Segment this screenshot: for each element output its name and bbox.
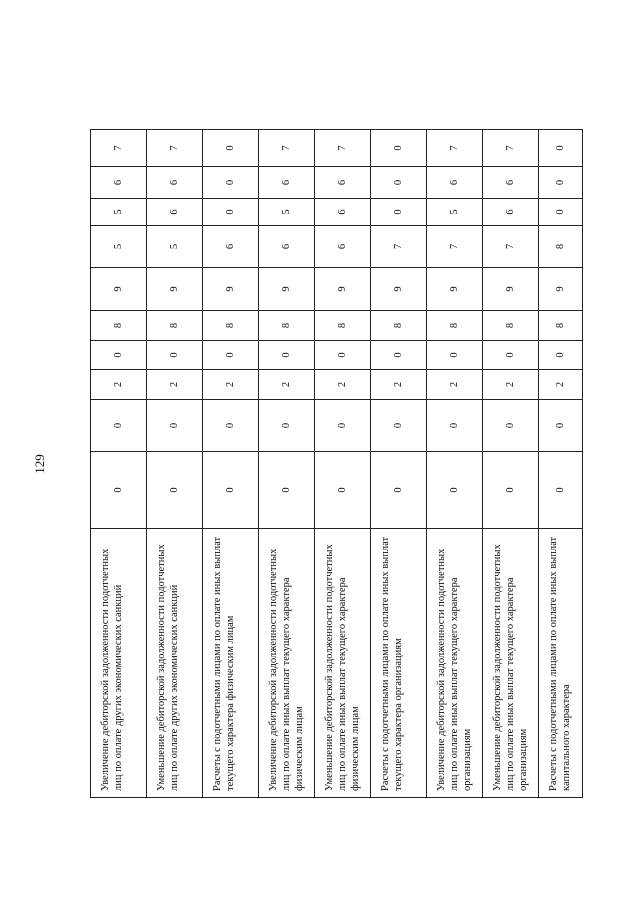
code-cell: 0 xyxy=(371,452,427,529)
code-cell: 0 xyxy=(315,400,371,452)
code-cell: 9 xyxy=(539,268,583,311)
table-row xyxy=(147,130,203,798)
code-cell: 5 xyxy=(427,199,483,226)
code-cell: 6 xyxy=(91,167,147,199)
code-cell: 2 xyxy=(539,370,583,400)
code-cell: 2 xyxy=(315,370,371,400)
code-cell: 9 xyxy=(427,268,483,311)
row-description: Расчеты с подотчетными лицами по оплате иных выплат текущего характера организациям xyxy=(371,529,427,798)
code-cell: 0 xyxy=(539,341,583,370)
row-description: Расчеты с подотчетными лицами по оплате иных выплат текущего характера физическим лицам xyxy=(203,529,259,798)
code-cell: 6 xyxy=(483,199,539,226)
code-cell: 6 xyxy=(147,199,203,226)
code-cell: 0 xyxy=(539,452,583,529)
code-cell: 6 xyxy=(259,167,315,199)
code-cell: 7 xyxy=(315,130,371,167)
code-cell: 6 xyxy=(203,226,259,268)
code-cell: 9 xyxy=(203,268,259,311)
code-cell: 2 xyxy=(483,370,539,400)
code-cell: 0 xyxy=(203,452,259,529)
code-cell: 2 xyxy=(259,370,315,400)
code-cell: 2 xyxy=(91,370,147,400)
table-row xyxy=(91,130,147,798)
code-cell: 8 xyxy=(259,311,315,341)
code-cell: 0 xyxy=(483,452,539,529)
code-cell: 0 xyxy=(91,400,147,452)
code-cell: 6 xyxy=(315,199,371,226)
code-cell: 0 xyxy=(483,400,539,452)
code-cell: 6 xyxy=(315,167,371,199)
code-cell: 2 xyxy=(427,370,483,400)
code-cell: 0 xyxy=(147,452,203,529)
code-cell: 8 xyxy=(539,226,583,268)
code-cell: 7 xyxy=(427,130,483,167)
code-cell: 6 xyxy=(147,167,203,199)
code-cell: 0 xyxy=(203,400,259,452)
code-cell: 9 xyxy=(91,268,147,311)
code-cell: 0 xyxy=(371,341,427,370)
code-cell: 0 xyxy=(371,400,427,452)
code-cell: 0 xyxy=(427,341,483,370)
row-description: Уменьшение дебиторской задолженности подотчетных лиц по оплате иных выплат текущего характера физическим лицам xyxy=(315,529,371,798)
code-cell: 6 xyxy=(259,226,315,268)
code-cell: 8 xyxy=(483,311,539,341)
page-number: 129 xyxy=(32,454,47,474)
code-cell: 5 xyxy=(259,199,315,226)
code-cell: 7 xyxy=(147,130,203,167)
code-cell: 0 xyxy=(371,167,427,199)
code-cell: 0 xyxy=(203,130,259,167)
account-codes-table xyxy=(90,129,583,798)
code-cell: 7 xyxy=(483,226,539,268)
code-cell: 0 xyxy=(539,400,583,452)
code-cell: 0 xyxy=(371,130,427,167)
code-cell: 2 xyxy=(371,370,427,400)
row-description: Увеличение дебиторской задолженности подотчетных лиц по оплате иных выплат текущего характера организациям xyxy=(427,529,483,798)
code-cell: 0 xyxy=(539,199,583,226)
code-cell: 0 xyxy=(259,452,315,529)
code-cell: 0 xyxy=(315,452,371,529)
document-table-area xyxy=(90,130,582,798)
code-cell: 9 xyxy=(259,268,315,311)
code-cell: 9 xyxy=(483,268,539,311)
code-cell: 8 xyxy=(371,311,427,341)
code-cell: 5 xyxy=(147,226,203,268)
code-cell: 0 xyxy=(91,452,147,529)
row-description: Увеличение дебиторской задолженности подотчетных лиц по оплате иных выплат текущего характера физическим лицам xyxy=(259,529,315,798)
code-cell: 9 xyxy=(371,268,427,311)
code-cell: 8 xyxy=(315,311,371,341)
table-row xyxy=(483,130,539,798)
code-cell: 7 xyxy=(259,130,315,167)
code-cell: 8 xyxy=(91,311,147,341)
code-cell: 9 xyxy=(147,268,203,311)
table-row xyxy=(539,130,583,798)
code-cell: 6 xyxy=(483,167,539,199)
code-cell: 2 xyxy=(147,370,203,400)
table-row xyxy=(203,130,259,798)
code-cell: 0 xyxy=(315,341,371,370)
code-cell: 0 xyxy=(203,341,259,370)
code-cell: 0 xyxy=(259,341,315,370)
table-row xyxy=(371,130,427,798)
code-cell: 0 xyxy=(483,341,539,370)
table-row xyxy=(427,130,483,798)
code-cell: 6 xyxy=(427,167,483,199)
code-cell: 2 xyxy=(203,370,259,400)
table-body xyxy=(91,130,583,798)
code-cell: 0 xyxy=(539,130,583,167)
code-cell: 0 xyxy=(203,199,259,226)
code-cell: 8 xyxy=(427,311,483,341)
code-cell: 0 xyxy=(539,167,583,199)
code-cell: 0 xyxy=(259,400,315,452)
code-cell: 0 xyxy=(203,167,259,199)
code-cell: 8 xyxy=(539,311,583,341)
code-cell: 0 xyxy=(371,199,427,226)
table-row xyxy=(259,130,315,798)
table-row xyxy=(315,130,371,798)
row-description: Уменьшение дебиторской задолженности подотчетных лиц по оплате других экономических санкций xyxy=(147,529,203,798)
code-cell: 7 xyxy=(427,226,483,268)
code-cell: 9 xyxy=(315,268,371,311)
code-cell: 6 xyxy=(315,226,371,268)
code-cell: 0 xyxy=(427,400,483,452)
rotated-table-container xyxy=(90,130,582,798)
code-cell: 5 xyxy=(91,199,147,226)
row-description: Расчеты с подотчетными лицами по оплате иных выплат капитального характера xyxy=(539,529,583,798)
code-cell: 0 xyxy=(147,341,203,370)
code-cell: 8 xyxy=(203,311,259,341)
code-cell: 7 xyxy=(371,226,427,268)
code-cell: 8 xyxy=(147,311,203,341)
code-cell: 0 xyxy=(147,400,203,452)
code-cell: 5 xyxy=(91,226,147,268)
row-description: Увеличение дебиторской задолженности подотчетных лиц по оплате других экономических санкций xyxy=(91,529,147,798)
code-cell: 0 xyxy=(427,452,483,529)
code-cell: 0 xyxy=(91,341,147,370)
row-description: Уменьшение дебиторской задолженности подотчетных лиц по оплате иных выплат текущего характера организациям xyxy=(483,529,539,798)
code-cell: 7 xyxy=(483,130,539,167)
code-cell: 7 xyxy=(91,130,147,167)
